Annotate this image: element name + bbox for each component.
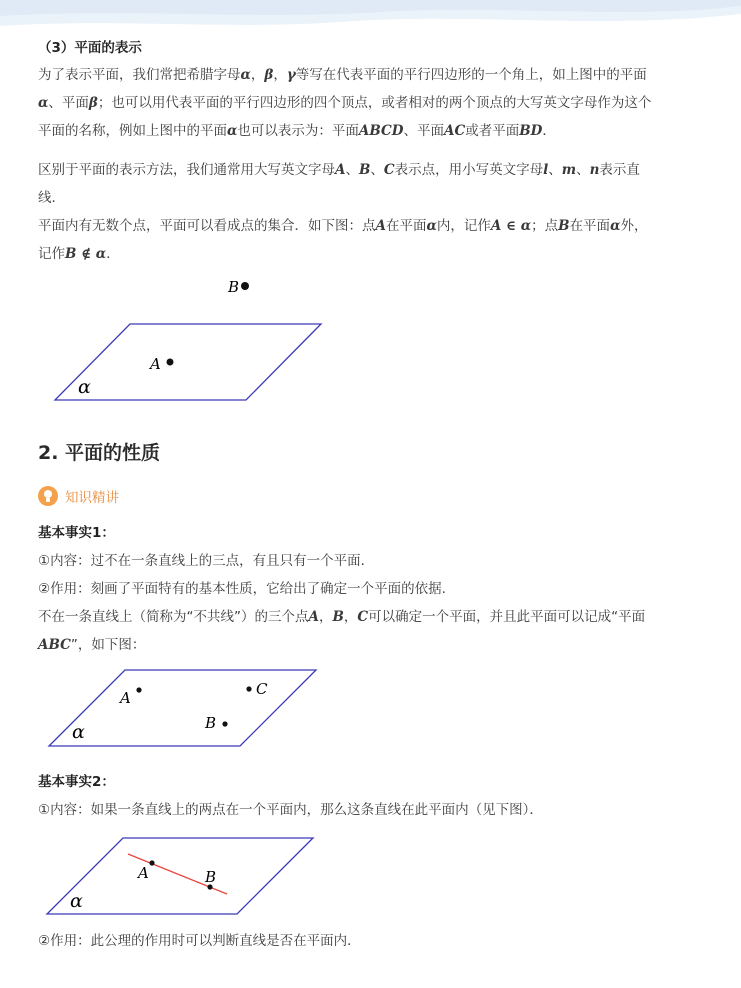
point-c-dot [246, 686, 251, 691]
paragraph-line: 为了表示平面，我们常把希腊字母α，β，γ等写在代表平面的平行四边形的一个角上，如上图中的平面 [38, 67, 647, 83]
point-label-a: A [150, 355, 161, 373]
figure-three-points [0, 664, 741, 754]
paragraph-line: α、平面β；也可以用代表平面的平行四边形的四个顶点，或者相对的两个顶点的大写英文字母作为这个 [38, 95, 652, 111]
point-label-b: B [205, 868, 217, 886]
point-a-dot [136, 687, 141, 692]
point-label-b: B [228, 278, 240, 296]
paragraph-line: 线． [38, 190, 65, 206]
fact-content: ①内容：如果一条直线上的两点在一个平面内，那么这条直线在此平面内（见下图）． [38, 802, 543, 818]
subsection-heading: （3）平面的表示 [38, 40, 142, 56]
fact-title: 基本事实1： [38, 525, 115, 541]
point-label-a: A [120, 689, 131, 707]
plane-parallelogram [47, 838, 313, 914]
point-label-b: B [205, 714, 217, 732]
point-b-dot [241, 282, 249, 290]
plane-parallelogram [49, 670, 316, 746]
point-a-dot [149, 860, 154, 865]
plane-parallelogram [55, 324, 321, 400]
top-decoration-band [0, 0, 741, 36]
figure-line-in-plane [0, 832, 741, 922]
fact-title: 基本事实2： [38, 774, 115, 790]
paragraph-line: 平面的名称，例如上图中的平面α也可以表示为：平面ABCD、平面AC或者平面BD． [38, 123, 556, 139]
plane-label-alpha: α [78, 376, 91, 398]
plane-label-alpha: α [72, 721, 85, 743]
figure-point-in-plane [0, 270, 741, 410]
paragraph-line: 区别于平面的表示方法，我们通常用大写英文字母A、B、C表示点，用小写英文字母l、m、n表示直 [38, 162, 640, 178]
paragraph-line: 平面内有无数个点，平面可以看成点的集合．如下图：点A在平面α内，记作A ∈ α；点B在平面α外， [38, 218, 648, 234]
lightbulb-icon [38, 486, 58, 506]
fact-role: ②作用：此公理的作用时可以判断直线是否在平面内． [38, 933, 361, 949]
fact-content: ①内容：过不在一条直线上的三点，有且只有一个平面． [38, 553, 375, 569]
fact-role: ②作用：刻画了平面特有的基本性质，它给出了确定一个平面的依据. [38, 581, 446, 597]
plane-label-alpha: α [70, 890, 83, 912]
tag-label: 知识精讲 [65, 490, 119, 506]
paragraph-line: 不在一条直线上（简称为“不共线”）的三个点A，B，C可以确定一个平面，并且此平面可以记成“平面 [38, 609, 646, 625]
knowledge-tag [38, 486, 119, 506]
point-a-dot [167, 359, 174, 366]
point-label-c: C [256, 680, 268, 698]
section-title: 2. 平面的性质 [38, 442, 161, 464]
paragraph-line: ABC”，如下图： [38, 637, 146, 653]
point-label-a: A [138, 864, 149, 882]
point-b-dot [222, 721, 227, 726]
paragraph-line: 记作B ∉ α． [38, 246, 120, 262]
